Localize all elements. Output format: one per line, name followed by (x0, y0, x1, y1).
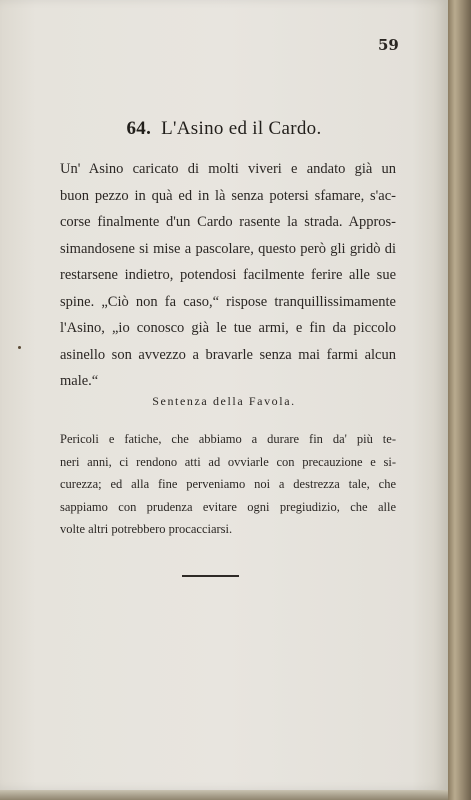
fable-line: corse finalmente d'un Cardo rasente la strada. Appros- (60, 214, 396, 230)
fable-line: simandosene si mise a pascolare, questo però gli gridò di (60, 240, 396, 257)
ink-speck (18, 346, 21, 349)
moral-line: sappiamo con prudenza evitare ogni pregiudizio, che alle (60, 499, 396, 514)
fable-line: l'Asino, „io conosco già le tue armi, e fin da piccolo (60, 320, 396, 336)
section-divider (182, 575, 239, 577)
fable-line: Un' Asino caricato di molti viveri e andato già un (60, 161, 396, 177)
moral-heading: Sentenza della Favola. (152, 394, 296, 408)
moral-body (60, 428, 396, 541)
moral-line: curezza; ed alla fine perveniamo noi a destrezza tale, che (60, 477, 396, 491)
fable-line: asinello son avvezzo a bravarle senza mai farmi alcun (60, 346, 396, 363)
moral-line: volte altri potrebbero procacciarsi. (60, 522, 233, 536)
moral-line: Pericoli e fatiche, che abbiamo a durare fin da' più te- (60, 432, 396, 446)
fable-title (0, 118, 448, 140)
fable-line: spine. „Ciò non fa caso,“ rispose tranquillissimamente (60, 293, 396, 310)
fable-line: restarsene indietro, potendosi facilmente ferire alle sue (60, 267, 396, 283)
page-number: 59 (378, 36, 399, 54)
fable-line: male.“ (60, 373, 99, 389)
book-spine-edge (448, 0, 471, 800)
fable-body (60, 156, 396, 395)
fable-line: buon pezzo in quà ed in là senza potersi sfamare, s'ac- (60, 187, 396, 204)
page-bottom-edge (0, 790, 448, 800)
fable-title-text: L'Asino ed il Cardo. (161, 118, 322, 139)
moral-line: neri anni, ci rendono atti ad ovviarle con precauzione e si- (60, 454, 396, 469)
fable-number: 64. (126, 118, 152, 139)
